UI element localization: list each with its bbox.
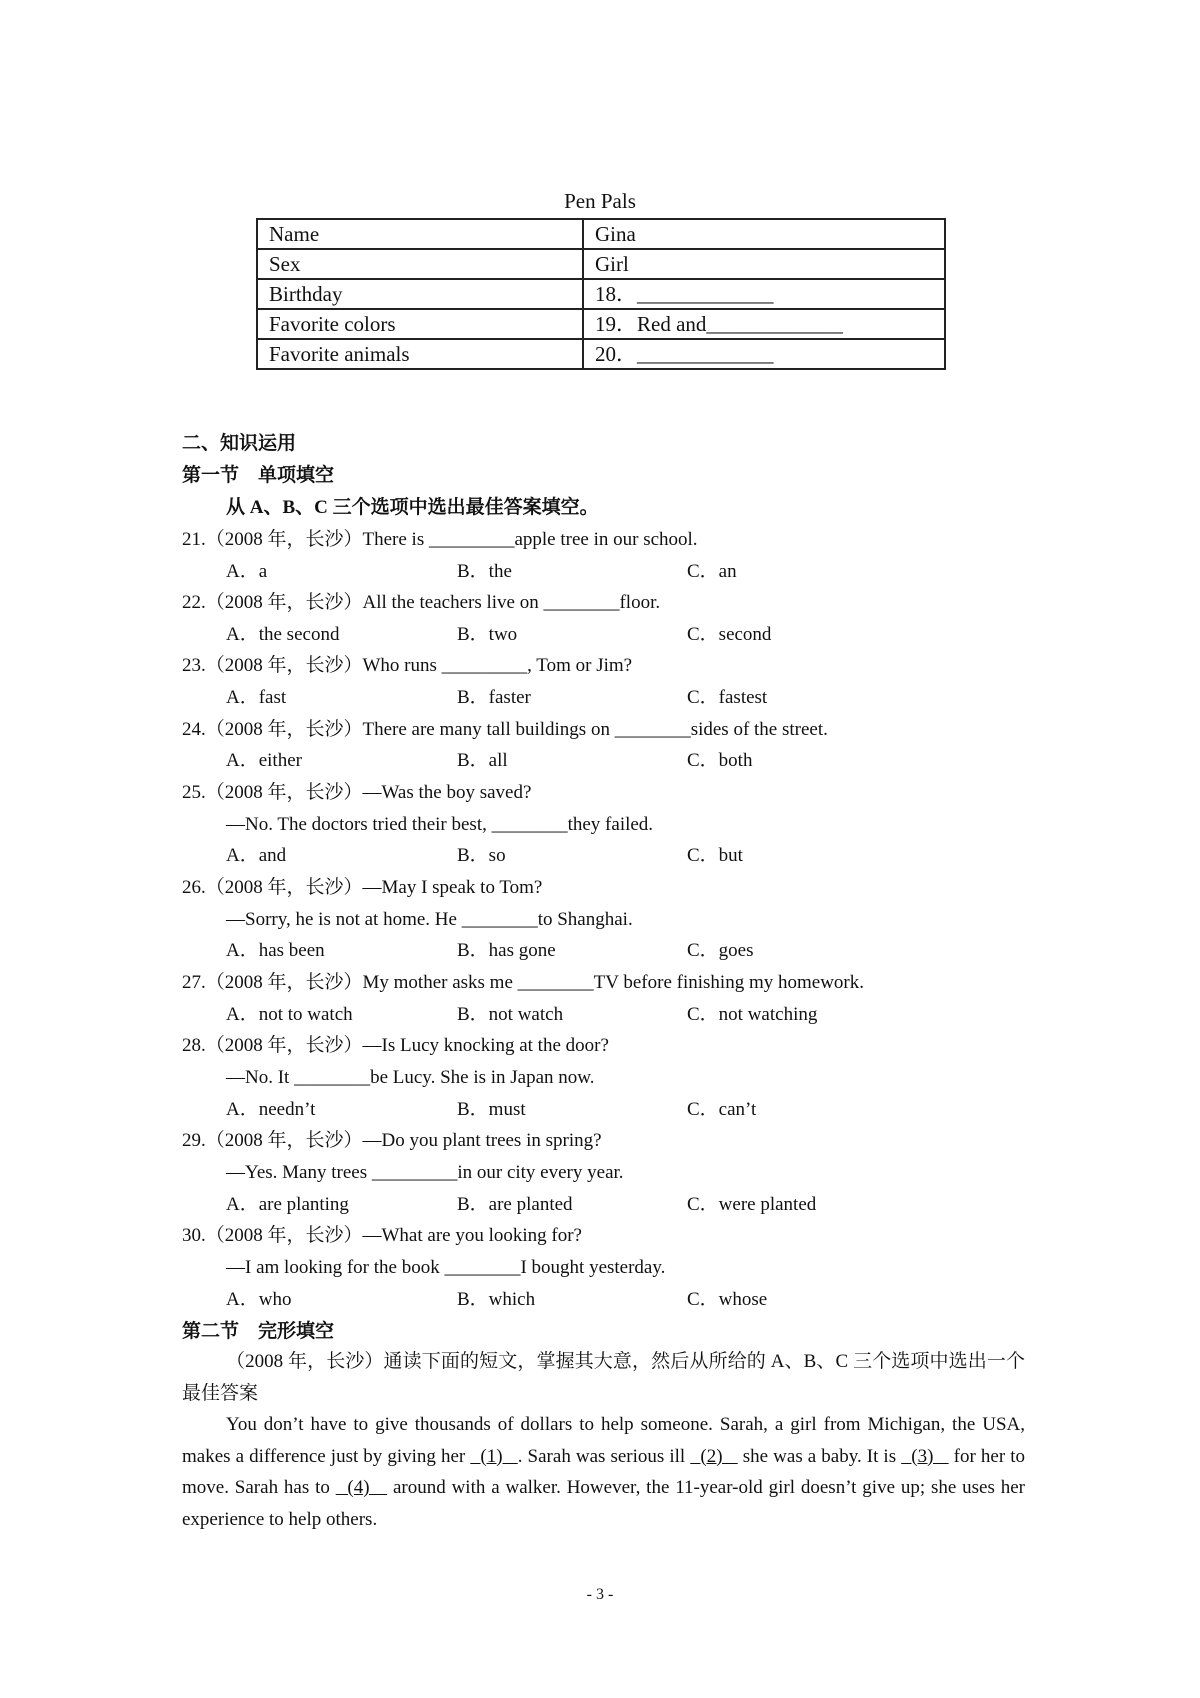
option-b: B．are planted bbox=[457, 1194, 573, 1215]
option-a: A．either bbox=[226, 750, 302, 771]
part1-heading: 第一节 单项填空 bbox=[182, 465, 335, 486]
option-b: B．so bbox=[457, 845, 506, 866]
row-value: 19．Red and_____________ bbox=[583, 309, 945, 339]
blank-1: (1) bbox=[470, 1445, 518, 1467]
option-c: C．fastest bbox=[687, 687, 768, 708]
option-a: A．and bbox=[226, 845, 287, 866]
row-label: Favorite animals bbox=[257, 339, 583, 369]
question-24: 24.（2008 年，长沙）There are many tall buildings on ________sides of the street. bbox=[182, 719, 828, 740]
passage-text: You don’t have to give thousands of dollars to help someone. Sarah, a girl from Michigan, the USA, makes a difference just by giving her bbox=[182, 1414, 1025, 1467]
cloze-instruction: （2008 年，长沙）通读下面的短文，掌握其大意，然后从所给的 A、B、C 三个选项中选出一个最佳答案 bbox=[182, 1351, 1025, 1404]
table-row bbox=[257, 219, 945, 249]
row-value: Girl bbox=[583, 249, 945, 279]
option-b: B．the bbox=[457, 561, 512, 582]
table-title: Pen Pals bbox=[564, 189, 636, 213]
option-c: C．were planted bbox=[687, 1194, 817, 1215]
question-26: 26.（2008 年，长沙）—May I speak to Tom? bbox=[182, 877, 543, 898]
option-b: B．which bbox=[457, 1289, 536, 1310]
option-a: A．the second bbox=[226, 624, 340, 645]
option-c: C．whose bbox=[687, 1289, 768, 1310]
option-a: A．who bbox=[226, 1289, 292, 1310]
option-a: A．not to watch bbox=[226, 1004, 353, 1025]
row-label: Favorite colors bbox=[257, 309, 583, 339]
option-a: A．are planting bbox=[226, 1194, 349, 1215]
question-27: 27.（2008 年，长沙）My mother asks me ________TV before finishing my homework. bbox=[182, 972, 864, 993]
option-c: C．not watching bbox=[687, 1004, 818, 1025]
table-row bbox=[257, 249, 945, 279]
row-label: Name bbox=[257, 219, 583, 249]
option-a: A．needn’t bbox=[226, 1099, 316, 1120]
option-c: C．goes bbox=[687, 940, 754, 961]
option-c: C．can’t bbox=[687, 1099, 757, 1120]
part1-instruction: 从 A、B、C 三个选项中选出最佳答案填空。 bbox=[226, 497, 599, 518]
question-25-reply: —No. The doctors tried their best, ________they failed. bbox=[226, 814, 654, 835]
option-b: B．must bbox=[457, 1099, 526, 1120]
cloze-heading: 第二节 完形填空 bbox=[182, 1321, 335, 1342]
question-26-reply: —Sorry, he is not at home. He ________to Shanghai. bbox=[226, 909, 633, 930]
option-b: B．not watch bbox=[457, 1004, 564, 1025]
table-row bbox=[257, 309, 945, 339]
option-c: C．but bbox=[687, 845, 743, 866]
passage-text: for her to move. Sarah has to bbox=[182, 1445, 1025, 1499]
option-a: A．has been bbox=[226, 940, 325, 961]
page-number: - 3 - bbox=[586, 1586, 614, 1603]
option-b: B．has gone bbox=[457, 940, 556, 961]
question-29-reply: —Yes. Many trees _________in our city every year. bbox=[226, 1162, 624, 1183]
option-c: C．an bbox=[687, 561, 737, 582]
question-28-reply: —No. It ________be Lucy. She is in Japan now. bbox=[226, 1067, 595, 1088]
option-a: A．a bbox=[226, 561, 268, 582]
blank-3: (3) bbox=[901, 1445, 949, 1467]
passage-text: she was a baby. It is bbox=[737, 1445, 902, 1467]
row-label: Sex bbox=[257, 249, 583, 279]
table-row bbox=[257, 339, 945, 369]
question-21: 21.（2008 年，长沙）There is _________apple tree in our school. bbox=[182, 529, 698, 550]
option-c: C．both bbox=[687, 750, 753, 771]
question-23: 23.（2008 年，长沙）Who runs _________, Tom or Jim? bbox=[182, 655, 633, 676]
option-b: B．faster bbox=[457, 687, 531, 708]
row-value: Gina bbox=[583, 219, 945, 249]
blank-4: (4) bbox=[335, 1477, 388, 1499]
row-label: Birthday bbox=[257, 279, 583, 309]
pen-pals-table bbox=[256, 218, 946, 370]
section-heading: 二、知识运用 bbox=[182, 433, 297, 454]
question-30-reply: —I am looking for the book ________I bought yesterday. bbox=[226, 1257, 666, 1278]
cloze-passage bbox=[182, 1409, 1025, 1535]
question-30: 30.（2008 年，长沙）—What are you looking for? bbox=[182, 1225, 582, 1246]
option-b: B．two bbox=[457, 624, 518, 645]
question-28: 28.（2008 年，长沙）—Is Lucy knocking at the door? bbox=[182, 1035, 609, 1056]
table-row bbox=[257, 279, 945, 309]
passage-text: around with a walker. However, the 11-year-old girl doesn’t give up; she uses her experience to help others. bbox=[182, 1477, 1025, 1530]
option-c: C．second bbox=[687, 624, 772, 645]
row-value: 18．_____________ bbox=[583, 279, 945, 309]
question-25: 25.（2008 年，长沙）—Was the boy saved? bbox=[182, 782, 532, 803]
passage-text: . Sarah was serious ill bbox=[517, 1445, 691, 1467]
row-value: 20．_____________ bbox=[583, 339, 945, 369]
question-22: 22.（2008 年，长沙）All the teachers live on ________floor. bbox=[182, 592, 661, 613]
question-29: 29.（2008 年，长沙）—Do you plant trees in spring? bbox=[182, 1130, 602, 1151]
option-b: B．all bbox=[457, 750, 508, 771]
blank-2: (2) bbox=[690, 1445, 738, 1467]
option-a: A．fast bbox=[226, 687, 287, 708]
